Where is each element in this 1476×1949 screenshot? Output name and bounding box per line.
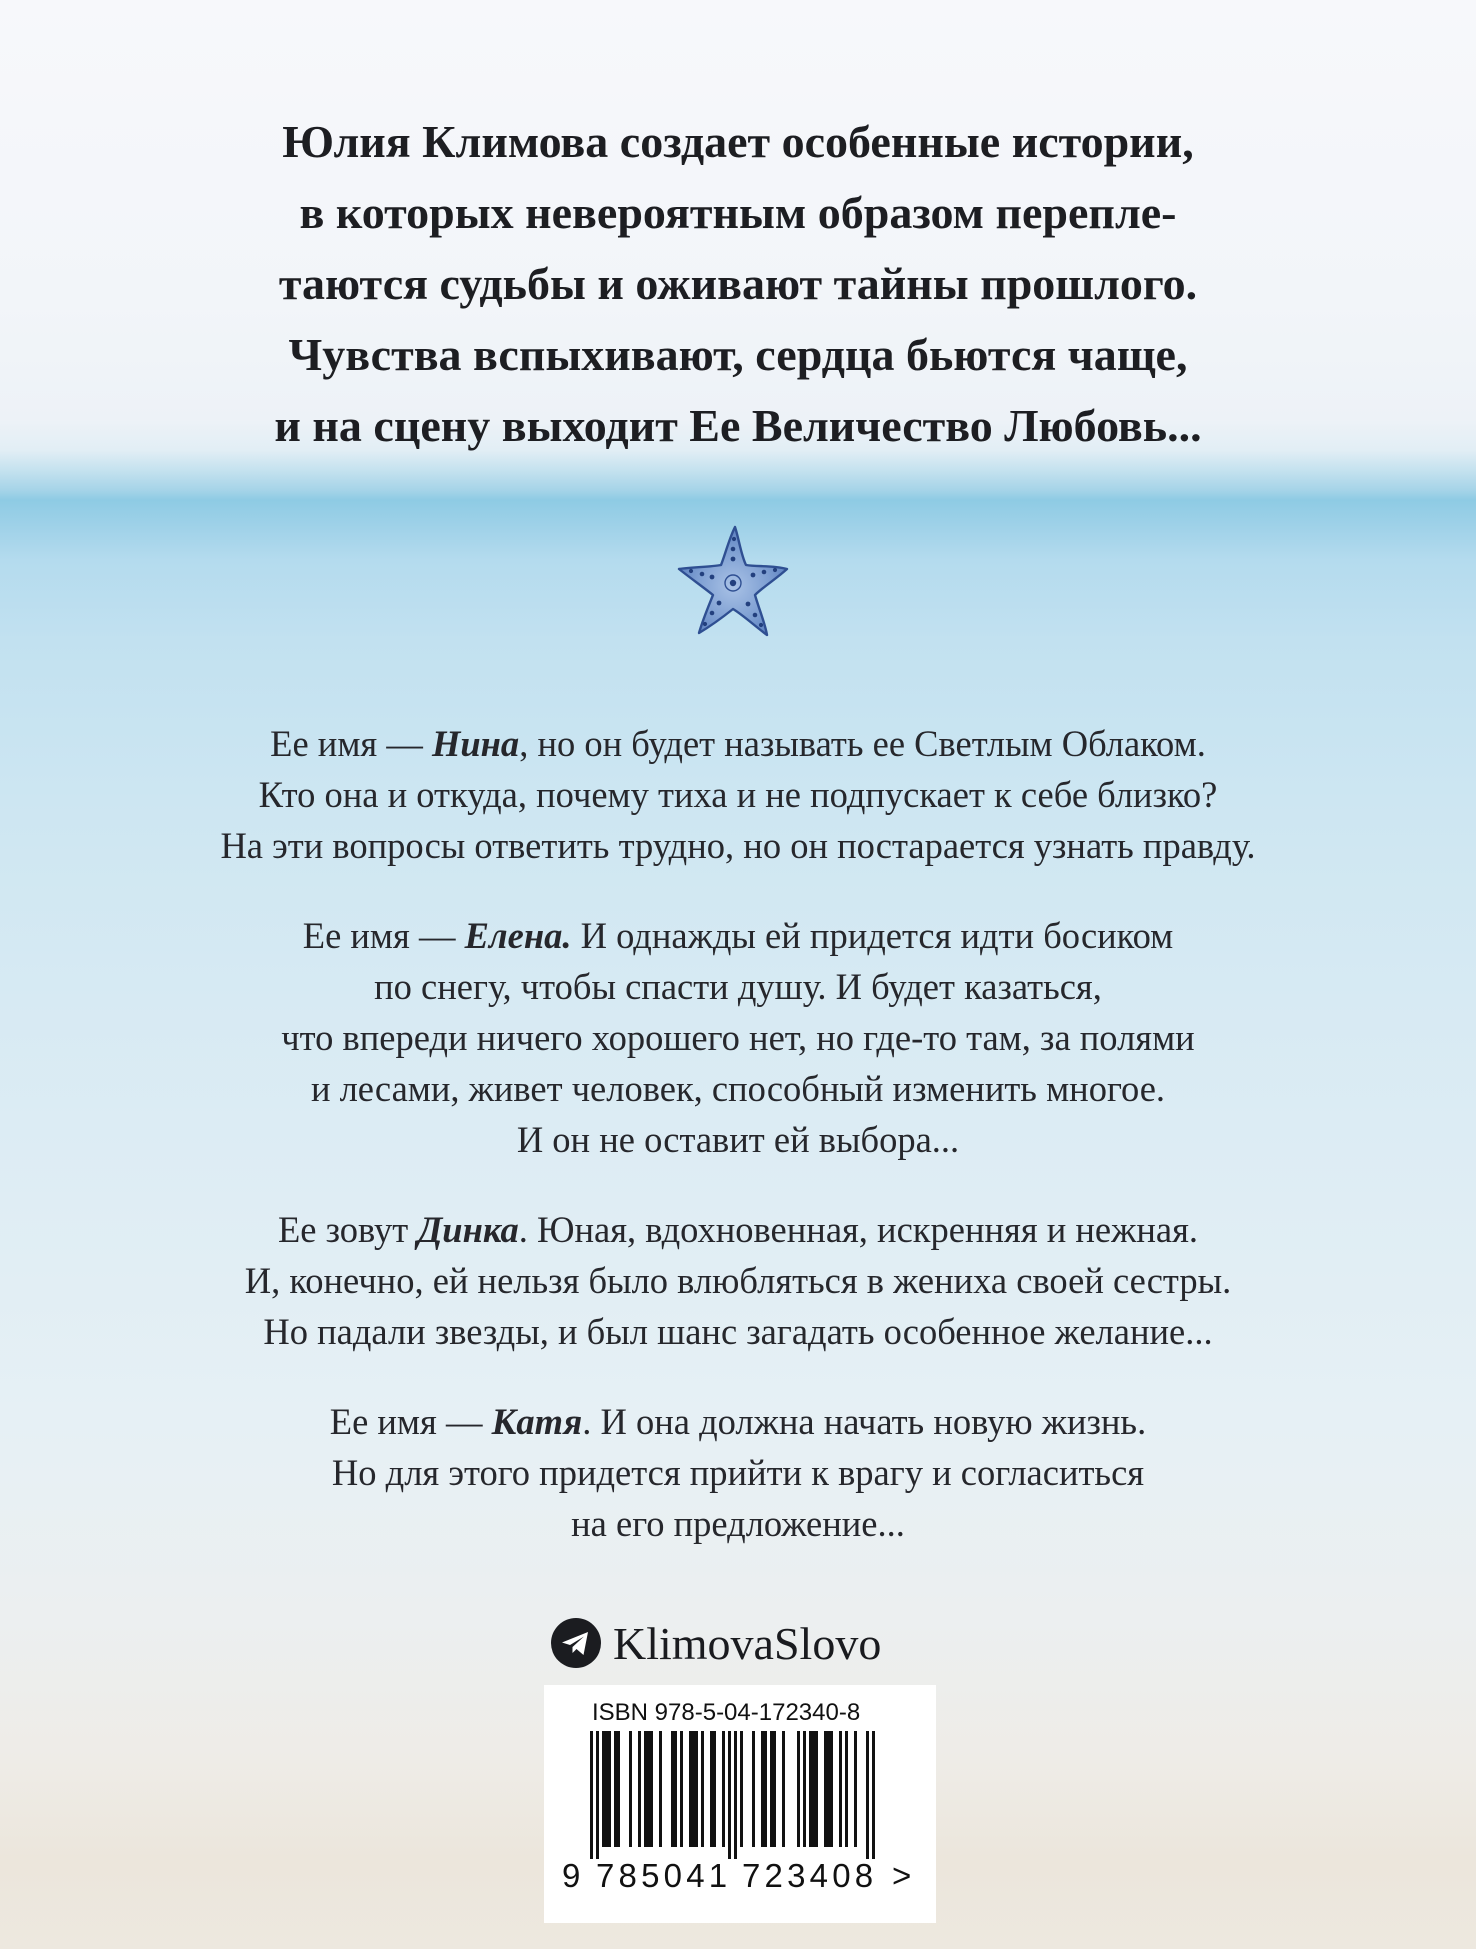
barcode-bar [638, 1731, 641, 1847]
telegram-channel[interactable] [551, 1616, 881, 1670]
story-line: И, конечно, ей нельзя было влюбляться в жениха своей сестры. [244, 1260, 1232, 1301]
barcode-bar [596, 1731, 599, 1859]
barcode-bar [773, 1731, 776, 1847]
barcode-bar [782, 1731, 785, 1847]
isbn-number: ISBN 978-5-04-172340-8 [592, 1699, 861, 1726]
barcode-bar [659, 1731, 662, 1847]
story-katya [0, 1396, 1476, 1549]
barcode-bar [830, 1731, 833, 1847]
barcode-bar [689, 1731, 692, 1847]
story-line: Ее зовут Динка. Юная, вдохновенная, искренняя и нежная. [277, 1209, 1198, 1250]
barcode-bars [544, 1731, 936, 1859]
barcode-bar [812, 1731, 815, 1847]
barcode-bar [713, 1731, 716, 1847]
barcode-bar [854, 1731, 857, 1847]
story-line: по снегу, чтобы спасти душу. И будет казаться, [374, 966, 1102, 1007]
story-nina [0, 718, 1476, 871]
barcode-bar [680, 1731, 683, 1847]
barcode-bar [722, 1731, 725, 1847]
barcode-left-digits: 785041 [596, 1857, 732, 1894]
barcode-bar [827, 1731, 830, 1847]
barcode-bar [692, 1731, 695, 1847]
barcode-bar [644, 1731, 647, 1847]
barcode-bar [671, 1731, 674, 1847]
barcode-bar [770, 1731, 773, 1847]
barcode-bar [872, 1731, 875, 1859]
isbn-barcode [544, 1685, 936, 1923]
barcode-bar [728, 1731, 731, 1859]
story-line: Ее имя — Елена. И однажды ей придется идти босиком [302, 915, 1174, 956]
story-elena [0, 910, 1476, 1165]
story-line: Кто она и откуда, почему тиха и не подпускает к себе близко? [258, 774, 1218, 815]
barcode-bar [674, 1731, 677, 1847]
barcode-bar [797, 1731, 800, 1847]
starfish-icon [677, 525, 789, 637]
barcode-bar [710, 1731, 713, 1847]
barcode-bar [866, 1731, 869, 1859]
barcode-bar [845, 1731, 848, 1847]
barcode-bar [764, 1731, 767, 1847]
story-line: на его предложение... [571, 1503, 905, 1544]
story-line: Но для этого придется прийти к врагу и согласиться [331, 1452, 1145, 1493]
barcode-bar [803, 1731, 806, 1847]
barcode-bar [602, 1731, 605, 1847]
story-line: что впереди ничего хорошего нет, но где-то там, за полями [281, 1017, 1195, 1058]
story-line: Ее имя — Катя. И она должна начать новую жизнь. [329, 1401, 1147, 1442]
barcode-bar [839, 1731, 842, 1847]
intro-line-1: Юлия Климова создает особенные истории, [282, 116, 1194, 167]
barcode-bar [752, 1731, 755, 1847]
barcode-bar [614, 1731, 617, 1847]
telegram-handle: KlimovaSlovo [613, 1617, 882, 1669]
barcode-bar [608, 1731, 611, 1847]
barcode-quiet-mark: > [892, 1857, 912, 1894]
book-blurb-intro [0, 106, 1476, 461]
barcode-bar [740, 1731, 743, 1847]
barcode-bar [815, 1731, 818, 1847]
character-name: Катя [491, 1401, 583, 1442]
barcode-bar [590, 1731, 593, 1859]
barcode-bar [761, 1731, 764, 1847]
story-line: И он не оставит ей выбора... [516, 1119, 960, 1160]
barcode-bar [809, 1731, 812, 1847]
intro-line-5: и на сцену выходит Ее Величество Любовь... [274, 400, 1202, 451]
barcode-bar [734, 1731, 737, 1859]
barcode-bar [824, 1731, 827, 1847]
story-line: Ее имя — Нина, но он будет называть ее Светлым Облаком. [270, 723, 1206, 764]
intro-line-3: таются судьбы и оживают тайны прошлого. [278, 258, 1198, 309]
character-stories [0, 718, 1476, 1588]
intro-line-2: в которых невероятным образом перепле- [299, 187, 1177, 238]
character-name: Динка [417, 1209, 519, 1250]
barcode-bar [701, 1731, 704, 1847]
barcode-bar [629, 1731, 632, 1847]
character-name: Нина [431, 723, 520, 764]
barcode-bar [650, 1731, 653, 1847]
barcode-right-digits: 723408 [742, 1857, 878, 1894]
barcode-bar [695, 1731, 698, 1847]
story-line: и лесами, живет человек, способный изменить многое. [310, 1068, 1166, 1109]
barcode-bar [617, 1731, 620, 1847]
barcode-digits [544, 1857, 936, 1907]
character-name: Елена. [464, 915, 572, 956]
intro-line-4: Чувства вспыхивают, сердца бьются чаще, [288, 329, 1188, 380]
story-line: На эти вопросы ответить трудно, но он постарается узнать правду. [220, 825, 1256, 866]
barcode-first-digit: 9 [562, 1857, 581, 1894]
story-dinka [0, 1204, 1476, 1357]
barcode-bar [605, 1731, 608, 1847]
barcode-bar [647, 1731, 650, 1847]
story-line: Но падали звезды, и был шанс загадать особенное желание... [263, 1311, 1213, 1352]
telegram-icon [551, 1618, 601, 1668]
